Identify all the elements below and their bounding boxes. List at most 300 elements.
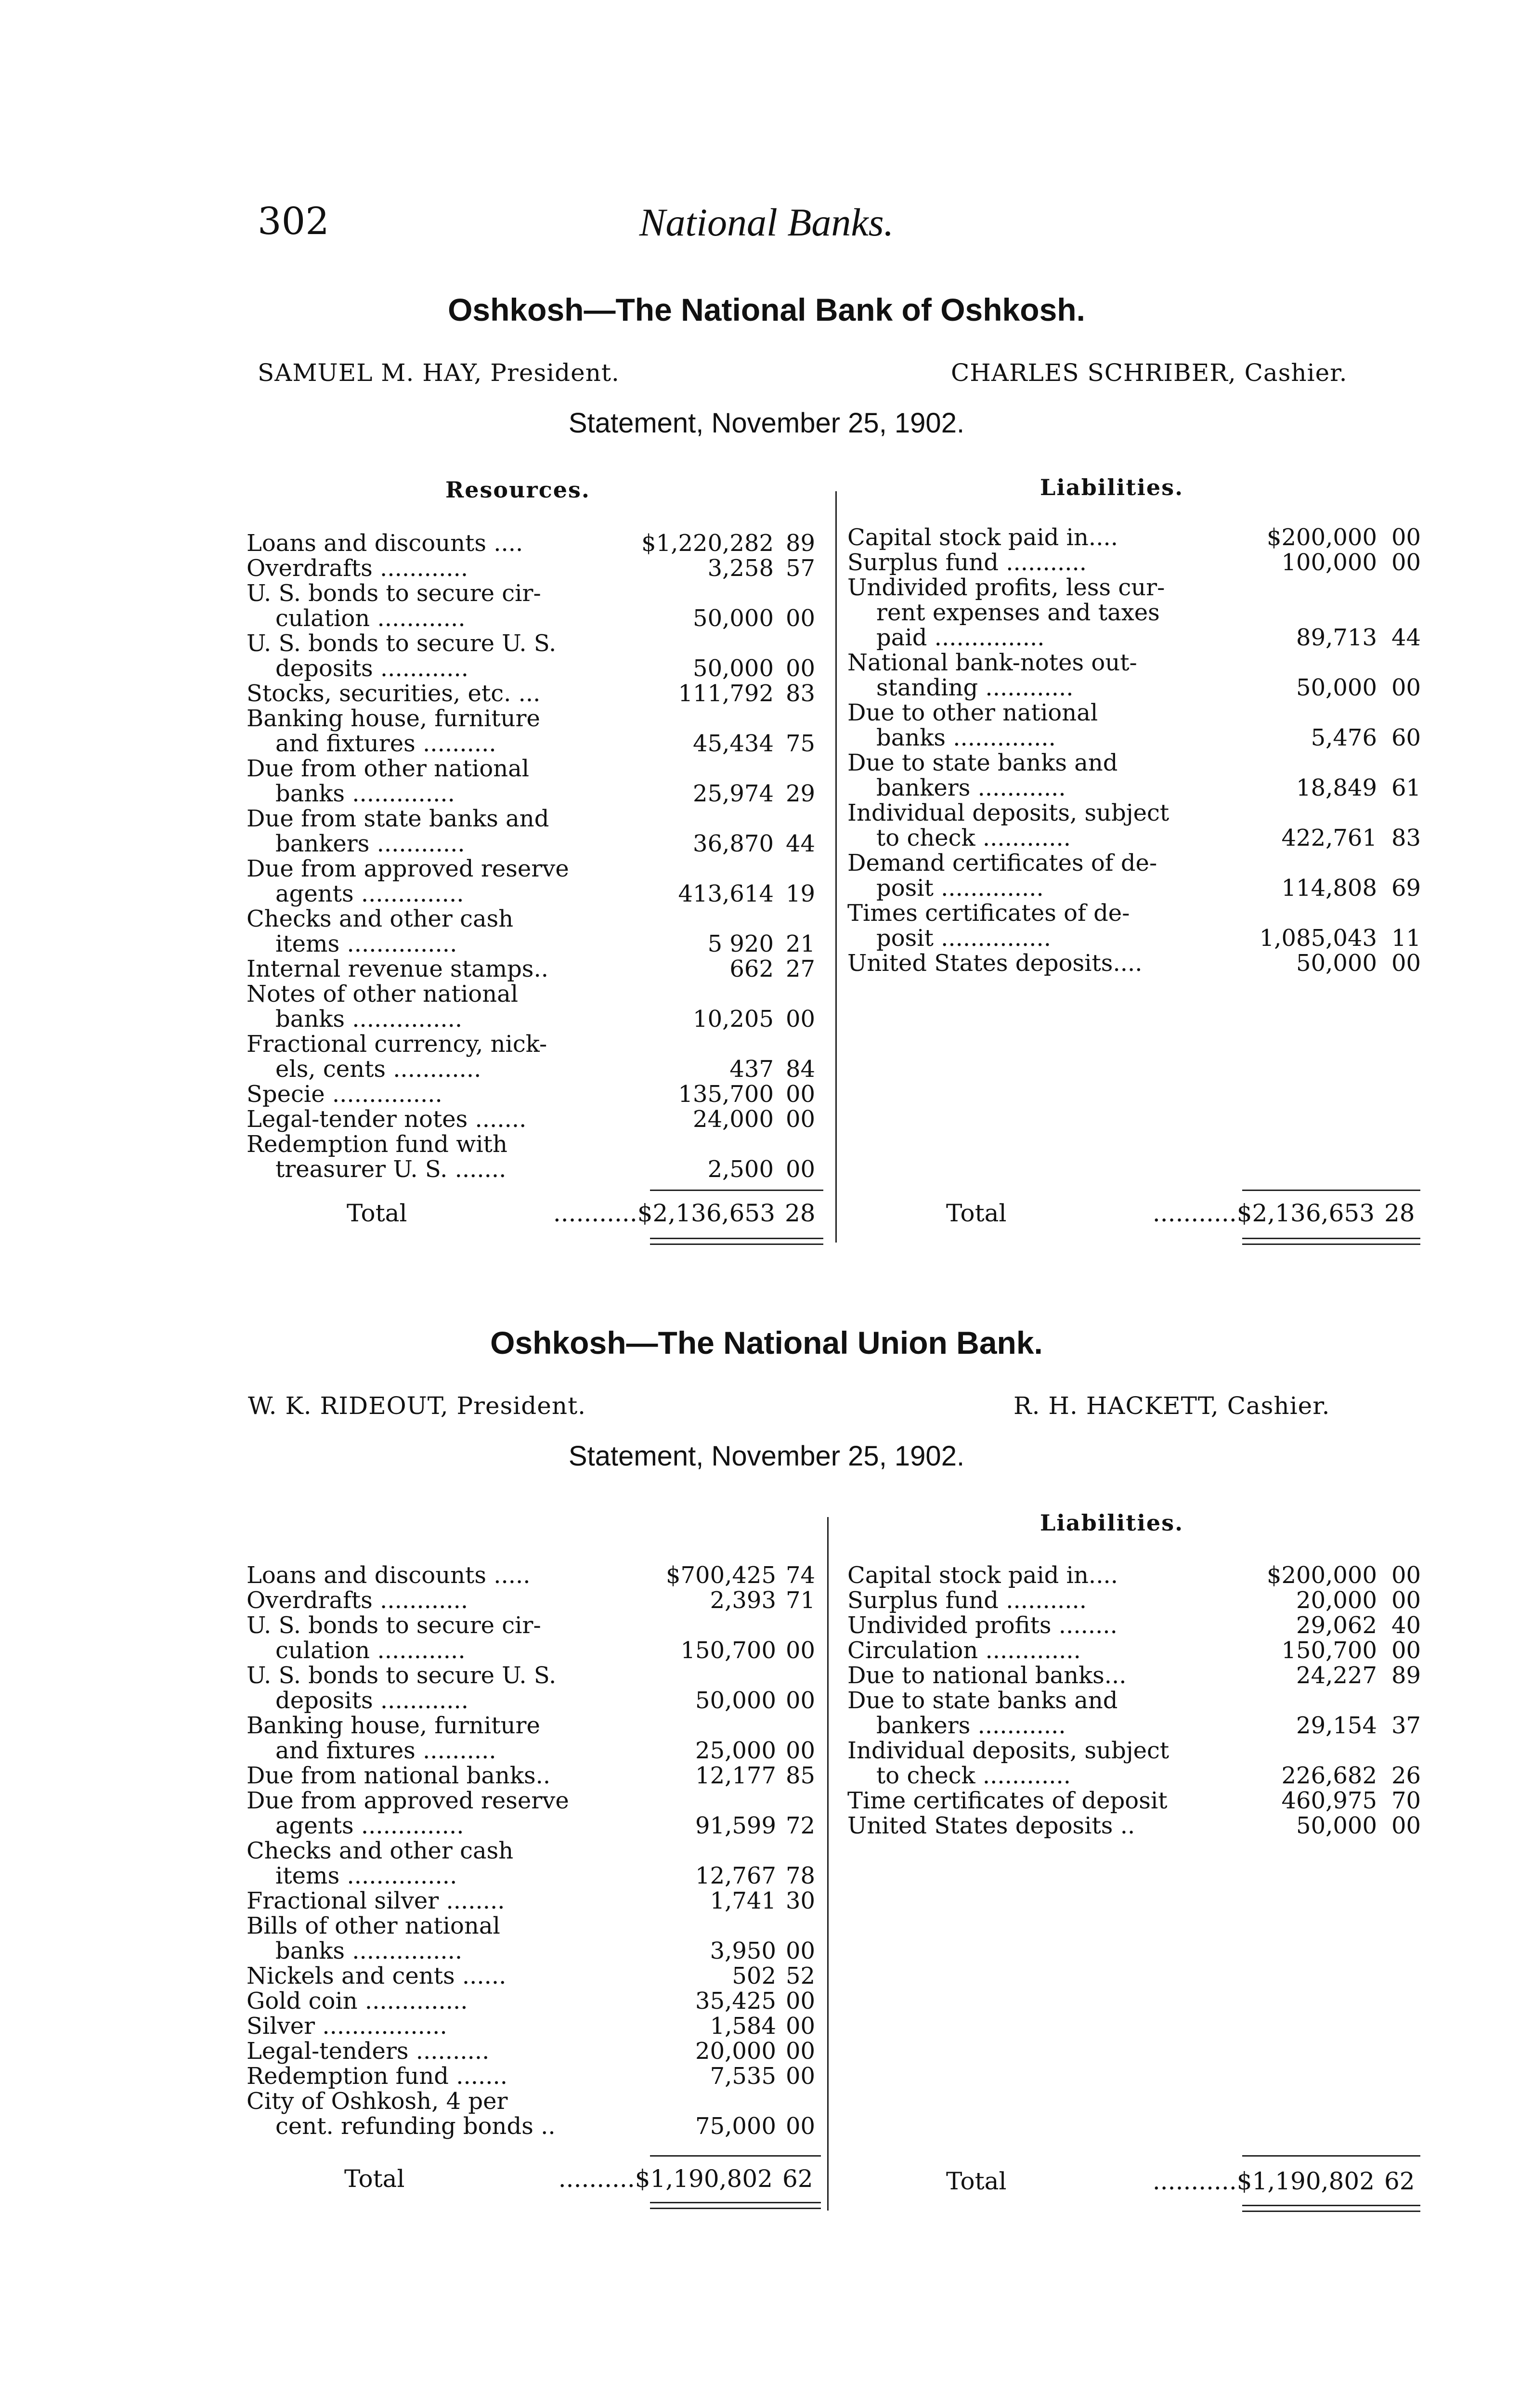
row-label: agents .............. bbox=[275, 880, 464, 907]
row-label: els, cents ............ bbox=[275, 1056, 481, 1083]
ledger-row bbox=[247, 1938, 819, 1963]
row-label: and fixtures .......... bbox=[275, 730, 496, 757]
row-label: Due from state banks and bbox=[247, 805, 549, 832]
row-cents: 00 bbox=[786, 655, 816, 682]
row-amount: 45,434 bbox=[693, 730, 774, 757]
row-label: paid ............... bbox=[876, 624, 1045, 651]
ledger-row bbox=[247, 1888, 819, 1913]
column-divider bbox=[827, 1517, 829, 2211]
ledger-row bbox=[247, 1057, 824, 1082]
row-cents: 00 bbox=[1391, 524, 1421, 551]
row-label: Fractional currency, nick- bbox=[247, 1031, 547, 1058]
row-cents: 00 bbox=[786, 1637, 816, 1664]
row-label: Checks and other cash bbox=[247, 905, 514, 932]
ledger-row bbox=[247, 1688, 819, 1713]
row-amount: 36,870 bbox=[693, 830, 774, 857]
row-amount: 1,741 bbox=[710, 1887, 776, 1914]
resources-heading: Resources. bbox=[445, 477, 590, 503]
row-label: United States deposits.... bbox=[847, 950, 1143, 977]
row-amount: 24,227 bbox=[1296, 1662, 1377, 1689]
ledger-row bbox=[847, 1788, 1425, 1813]
ledger-row bbox=[247, 756, 824, 781]
row-label: Surplus fund ........... bbox=[847, 549, 1087, 576]
row-label: bankers ............ bbox=[876, 1712, 1066, 1739]
ledger-row bbox=[247, 606, 824, 631]
ledger-row bbox=[847, 901, 1425, 926]
ledger-row bbox=[247, 556, 824, 581]
ledger-row bbox=[847, 1688, 1425, 1713]
ledger-row bbox=[247, 731, 824, 756]
ledger-row bbox=[247, 856, 824, 881]
row-label: to check ............ bbox=[876, 824, 1071, 851]
ledger-row bbox=[247, 2064, 819, 2089]
row-label: Banking house, furniture bbox=[247, 705, 540, 732]
row-label: Due to national banks... bbox=[847, 1662, 1127, 1689]
row-label: Time certificates of deposit bbox=[847, 1787, 1168, 1814]
row-label: Due from approved reserve bbox=[247, 1787, 569, 1814]
row-cents: 00 bbox=[786, 1006, 816, 1033]
ledger-row bbox=[847, 951, 1425, 976]
row-label: posit .............. bbox=[876, 875, 1044, 902]
total-cents: 28 bbox=[1384, 1199, 1415, 1227]
row-cents: 00 bbox=[786, 1106, 816, 1133]
row-label: Capital stock paid in.... bbox=[847, 524, 1118, 551]
total-label: Total bbox=[344, 2165, 405, 2193]
ledger-row bbox=[247, 1563, 819, 1588]
ledger-row bbox=[247, 1989, 819, 2014]
ledger-row bbox=[247, 1107, 824, 1132]
ledger-row bbox=[847, 1738, 1425, 1763]
resources-total bbox=[344, 2165, 821, 2192]
ledger-row bbox=[247, 1963, 819, 1989]
row-label: Overdrafts ............ bbox=[247, 1587, 468, 1614]
row-cents: 00 bbox=[1391, 549, 1421, 576]
ledger-row bbox=[247, 531, 824, 556]
row-amount: $200,000 bbox=[1266, 1562, 1377, 1589]
row-amount: 75,000 bbox=[695, 2113, 776, 2140]
ledger-row bbox=[847, 1713, 1425, 1738]
row-amount: 1,584 bbox=[710, 2013, 776, 2040]
row-label: Loans and discounts ..... bbox=[247, 1562, 531, 1589]
row-label: National bank-notes out- bbox=[847, 649, 1137, 676]
total-rule bbox=[1242, 2155, 1420, 2157]
row-amount: 100,000 bbox=[1281, 549, 1377, 576]
row-cents: 00 bbox=[1391, 1562, 1421, 1589]
row-amount: 150,700 bbox=[680, 1637, 776, 1664]
ledger-row bbox=[247, 581, 824, 606]
total-label: Total bbox=[347, 1199, 407, 1227]
row-label: Undivided profits, less cur- bbox=[847, 574, 1165, 601]
ledger-row bbox=[247, 1663, 819, 1688]
ledger-row bbox=[847, 851, 1425, 876]
running-title: National Banks. bbox=[639, 200, 894, 244]
row-amount: 89,713 bbox=[1296, 624, 1377, 651]
row-label: and fixtures .......... bbox=[275, 1737, 496, 1764]
row-label: Circulation ............. bbox=[847, 1637, 1081, 1664]
row-cents: 83 bbox=[1391, 824, 1421, 851]
row-label: Due to state banks and bbox=[847, 1687, 1118, 1714]
ledger-row bbox=[247, 881, 824, 906]
ledger-row bbox=[847, 600, 1425, 625]
row-label: Due from other national bbox=[247, 755, 530, 782]
row-label: standing ............ bbox=[876, 674, 1074, 701]
double-rule bbox=[1242, 1243, 1420, 1245]
row-amount: 29,154 bbox=[1296, 1712, 1377, 1739]
row-label: Loans and discounts .... bbox=[247, 530, 523, 557]
row-label: Capital stock paid in.... bbox=[847, 1562, 1118, 1589]
row-amount: 7,535 bbox=[710, 2063, 776, 2090]
row-cents: 57 bbox=[786, 555, 816, 582]
row-label: Internal revenue stamps.. bbox=[247, 955, 548, 982]
row-amount: 3,950 bbox=[710, 1937, 776, 1964]
row-amount: 12,177 bbox=[695, 1762, 776, 1789]
row-cents: 37 bbox=[1391, 1712, 1421, 1739]
cashier-name: CHARLES SCHRIBER, Cashier. bbox=[951, 359, 1348, 387]
total-label: Total bbox=[946, 2167, 1007, 2195]
ledger-row bbox=[247, 1738, 819, 1763]
row-label: Nickels and cents ...... bbox=[247, 1963, 507, 1989]
row-amount: 5,476 bbox=[1311, 724, 1377, 751]
ledger-row bbox=[847, 926, 1425, 951]
ledger-row bbox=[247, 806, 824, 831]
row-label: to check ............ bbox=[876, 1762, 1071, 1789]
double-rule bbox=[650, 2202, 821, 2203]
row-cents: 00 bbox=[786, 1737, 816, 1764]
row-label: banks ............... bbox=[275, 1937, 463, 1964]
total-label: Total bbox=[946, 1199, 1007, 1227]
ledger-row bbox=[247, 706, 824, 731]
row-amount: 2,500 bbox=[707, 1156, 774, 1183]
statement-date: Statement, November 25, 1902. bbox=[568, 407, 965, 439]
row-label: items ............... bbox=[275, 930, 457, 957]
row-cents: 69 bbox=[1391, 875, 1421, 902]
total-rule bbox=[650, 1190, 823, 1191]
row-amount: $200,000 bbox=[1266, 524, 1377, 551]
row-label: treasurer U. S. ....... bbox=[275, 1156, 507, 1183]
row-amount: 25,000 bbox=[695, 1737, 776, 1764]
ledger-row bbox=[247, 1132, 824, 1157]
ledger-row bbox=[247, 2089, 819, 2114]
ledger-row bbox=[247, 1838, 819, 1863]
row-amount: 10,205 bbox=[693, 1006, 774, 1033]
ledger-row bbox=[847, 550, 1425, 575]
row-amount: 502 bbox=[732, 1963, 776, 1989]
row-amount: 460,975 bbox=[1281, 1787, 1377, 1814]
row-label: United States deposits .. bbox=[847, 1812, 1135, 1839]
row-cents: 78 bbox=[786, 1862, 816, 1889]
row-label: items ............... bbox=[275, 1862, 457, 1889]
ledger-row bbox=[247, 2014, 819, 2039]
total-rule bbox=[1242, 1190, 1420, 1191]
liabilities-list bbox=[847, 525, 1425, 976]
row-amount: 114,808 bbox=[1281, 875, 1377, 902]
row-amount: 18,849 bbox=[1296, 774, 1377, 801]
ledger-row bbox=[247, 831, 824, 856]
row-cents: 60 bbox=[1391, 724, 1421, 751]
row-cents: 52 bbox=[786, 1963, 816, 1989]
ledger-row bbox=[847, 725, 1425, 750]
row-label: Overdrafts ............ bbox=[247, 555, 468, 582]
ledger-row bbox=[847, 625, 1425, 650]
row-amount: 437 bbox=[729, 1056, 774, 1083]
president-name: SAMUEL M. HAY, President. bbox=[258, 359, 620, 387]
row-amount: 50,000 bbox=[1296, 1812, 1377, 1839]
double-rule bbox=[650, 1243, 823, 1245]
row-cents: 84 bbox=[786, 1056, 816, 1083]
row-amount: 35,425 bbox=[695, 1988, 776, 2015]
row-amount: 135,700 bbox=[678, 1081, 774, 1108]
row-amount: 1,085,043 bbox=[1259, 925, 1377, 952]
row-amount: 111,792 bbox=[678, 680, 774, 707]
double-rule bbox=[1242, 2211, 1420, 2212]
row-label: U. S. bonds to secure cir- bbox=[247, 580, 541, 607]
statement-date: Statement, November 25, 1902. bbox=[568, 1440, 965, 1472]
row-label: Stocks, securities, etc. ... bbox=[247, 680, 541, 707]
row-amount: 5 920 bbox=[707, 930, 774, 957]
total-cents: 62 bbox=[1384, 2167, 1415, 2195]
total-amount: ..........$1,190,802 bbox=[558, 2165, 773, 2193]
ledger-row bbox=[847, 700, 1425, 725]
ledger-row bbox=[247, 1813, 819, 1838]
row-amount: 226,682 bbox=[1281, 1762, 1377, 1789]
president-name: W. K. RIDEOUT, President. bbox=[248, 1392, 586, 1420]
row-label: Individual deposits, subject bbox=[847, 1737, 1169, 1764]
ledger-row bbox=[847, 775, 1425, 800]
row-label: Gold coin .............. bbox=[247, 1988, 468, 2015]
row-label: Silver ................. bbox=[247, 2013, 447, 2040]
row-label: City of Oshkosh, 4 per bbox=[247, 2088, 508, 2115]
ledger-row bbox=[847, 825, 1425, 851]
ledger-row bbox=[247, 631, 824, 656]
total-rule bbox=[650, 2155, 821, 2157]
total-amount: ...........$2,136,653 bbox=[1152, 1199, 1375, 1227]
ledger-row bbox=[247, 1763, 819, 1788]
double-rule bbox=[650, 1238, 823, 1239]
row-label: bankers ............ bbox=[876, 774, 1066, 801]
ledger-row bbox=[847, 1813, 1425, 1838]
row-amount: $700,425 bbox=[665, 1562, 776, 1589]
liabilities-total bbox=[946, 2167, 1423, 2194]
row-amount: 24,000 bbox=[693, 1106, 774, 1133]
row-amount: 50,000 bbox=[695, 1687, 776, 1714]
ledger-row bbox=[247, 2039, 819, 2064]
ledger-row bbox=[247, 982, 824, 1007]
ledger-row bbox=[847, 575, 1425, 600]
row-label: cent. refunding bonds .. bbox=[275, 2113, 556, 2140]
row-label: Due from national banks.. bbox=[247, 1762, 551, 1789]
row-label: rent expenses and taxes bbox=[876, 599, 1160, 626]
row-label: Redemption fund ....... bbox=[247, 2063, 508, 2090]
row-amount: 150,700 bbox=[1281, 1637, 1377, 1664]
row-cents: 00 bbox=[786, 1687, 816, 1714]
row-cents: 00 bbox=[1391, 950, 1421, 977]
row-amount: 3,258 bbox=[707, 555, 774, 582]
double-rule bbox=[1242, 1238, 1420, 1239]
row-label: Demand certificates of de- bbox=[847, 850, 1157, 877]
ledger-row bbox=[247, 656, 824, 681]
row-cents: 00 bbox=[1391, 1587, 1421, 1614]
row-label: Notes of other national bbox=[247, 981, 519, 1008]
row-label: Checks and other cash bbox=[247, 1837, 514, 1864]
row-label: Redemption fund with bbox=[247, 1131, 507, 1158]
ledger-row bbox=[847, 876, 1425, 901]
liabilities-list bbox=[847, 1563, 1425, 1838]
row-cents: 89 bbox=[1391, 1662, 1421, 1689]
row-amount: 422,761 bbox=[1281, 824, 1377, 851]
resources-total bbox=[347, 1199, 823, 1226]
row-cents: 00 bbox=[1391, 674, 1421, 701]
ledger-row bbox=[247, 931, 824, 956]
row-cents: 30 bbox=[786, 1887, 816, 1914]
row-cents: 11 bbox=[1391, 925, 1421, 952]
row-amount: 662 bbox=[729, 955, 774, 982]
row-cents: 00 bbox=[786, 1081, 816, 1108]
row-amount: 20,000 bbox=[695, 2038, 776, 2065]
row-amount: 25,974 bbox=[693, 780, 774, 807]
row-label: agents .............. bbox=[275, 1812, 464, 1839]
row-label: deposits ............ bbox=[275, 655, 469, 682]
row-cents: 21 bbox=[786, 930, 816, 957]
row-amount: 50,000 bbox=[693, 605, 774, 632]
ledger-row bbox=[247, 1613, 819, 1638]
ledger-row bbox=[847, 525, 1425, 550]
row-cents: 19 bbox=[786, 880, 816, 907]
row-cents: 00 bbox=[786, 1937, 816, 1964]
ledger-row bbox=[847, 1663, 1425, 1688]
row-cents: 00 bbox=[786, 1156, 816, 1183]
bank-title: Oshkosh—The National Union Bank. bbox=[490, 1325, 1043, 1361]
ledger-row bbox=[847, 1763, 1425, 1788]
row-cents: 00 bbox=[1391, 1812, 1421, 1839]
row-cents: 00 bbox=[1391, 1637, 1421, 1664]
ledger-row bbox=[247, 956, 824, 982]
ledger-row bbox=[247, 1713, 819, 1738]
ledger-row bbox=[247, 2114, 819, 2139]
ledger-row bbox=[847, 1588, 1425, 1613]
double-rule bbox=[1242, 2205, 1420, 2206]
row-label: Surplus fund ........... bbox=[847, 1587, 1087, 1614]
ledger-row bbox=[247, 1788, 819, 1813]
ledger-row bbox=[847, 1563, 1425, 1588]
row-cents: 85 bbox=[786, 1762, 816, 1789]
page-number: 302 bbox=[258, 200, 329, 243]
row-label: banks .............. bbox=[876, 724, 1056, 751]
column-divider bbox=[835, 491, 837, 1243]
row-cents: 00 bbox=[786, 605, 816, 632]
row-cents: 27 bbox=[786, 955, 816, 982]
row-label: culation ............ bbox=[275, 605, 466, 632]
row-cents: 00 bbox=[786, 2013, 816, 2040]
row-label: posit ............... bbox=[876, 925, 1052, 952]
row-amount: 50,000 bbox=[693, 655, 774, 682]
ledger-row bbox=[247, 1638, 819, 1663]
total-amount: ...........$1,190,802 bbox=[1152, 2167, 1375, 2195]
total-cents: 28 bbox=[785, 1199, 816, 1227]
ledger-row bbox=[847, 750, 1425, 775]
row-label: Fractional silver ........ bbox=[247, 1887, 505, 1914]
ledger-row bbox=[247, 1032, 824, 1057]
row-label: Legal-tenders .......... bbox=[247, 2038, 490, 2065]
row-amount: $1,220,282 bbox=[641, 530, 774, 557]
row-cents: 44 bbox=[786, 830, 816, 857]
ledger-row bbox=[247, 906, 824, 931]
row-cents: 74 bbox=[786, 1562, 816, 1589]
bank-title: Oshkosh—The National Bank of Oshkosh. bbox=[448, 292, 1085, 327]
row-label: Specie ............... bbox=[247, 1081, 442, 1108]
double-rule bbox=[650, 2208, 821, 2209]
ledger-row bbox=[247, 681, 824, 706]
cashier-name: R. H. HACKETT, Cashier. bbox=[1013, 1392, 1330, 1420]
row-cents: 70 bbox=[1391, 1787, 1421, 1814]
ledger-row bbox=[247, 1082, 824, 1107]
row-label: Due to state banks and bbox=[847, 749, 1118, 776]
row-cents: 29 bbox=[786, 780, 816, 807]
ledger-row bbox=[247, 1588, 819, 1613]
row-cents: 44 bbox=[1391, 624, 1421, 651]
row-label: Due to other national bbox=[847, 699, 1098, 726]
ledger-row bbox=[247, 1913, 819, 1938]
row-label: Banking house, furniture bbox=[247, 1712, 540, 1739]
row-amount: 12,767 bbox=[695, 1862, 776, 1889]
row-label: Due from approved reserve bbox=[247, 855, 569, 882]
resources-list bbox=[247, 1563, 819, 2139]
ledger-row bbox=[847, 1638, 1425, 1663]
ledger-row bbox=[247, 781, 824, 806]
row-label: U. S. bonds to secure U. S. bbox=[247, 1662, 557, 1689]
row-label: banks ............... bbox=[275, 1006, 463, 1033]
row-cents: 40 bbox=[1391, 1612, 1421, 1639]
resources-list bbox=[247, 531, 824, 1182]
ledger-row bbox=[847, 800, 1425, 825]
row-label: culation ............ bbox=[275, 1637, 466, 1664]
row-label: bankers ............ bbox=[275, 830, 465, 857]
row-label: Bills of other national bbox=[247, 1912, 500, 1939]
row-cents: 00 bbox=[786, 2113, 816, 2140]
row-cents: 71 bbox=[786, 1587, 816, 1614]
liabilities-heading: Liabilities. bbox=[1040, 474, 1184, 500]
row-cents: 00 bbox=[786, 1988, 816, 2015]
row-cents: 72 bbox=[786, 1812, 816, 1839]
row-amount: 91,599 bbox=[695, 1812, 776, 1839]
row-label: Times certificates of de- bbox=[847, 900, 1130, 927]
ledger-row bbox=[847, 1613, 1425, 1638]
row-amount: 50,000 bbox=[1296, 674, 1377, 701]
row-label: deposits ............ bbox=[275, 1687, 469, 1714]
liabilities-total bbox=[946, 1199, 1423, 1226]
total-amount: ...........$2,136,653 bbox=[553, 1199, 775, 1227]
ledger-row bbox=[247, 1863, 819, 1888]
row-cents: 83 bbox=[786, 680, 816, 707]
row-label: banks .............. bbox=[275, 780, 455, 807]
row-amount: 413,614 bbox=[678, 880, 774, 907]
row-cents: 89 bbox=[786, 530, 816, 557]
row-cents: 26 bbox=[1391, 1762, 1421, 1789]
row-label: Individual deposits, subject bbox=[847, 799, 1169, 826]
row-amount: 20,000 bbox=[1296, 1587, 1377, 1614]
liabilities-heading: Liabilities. bbox=[1040, 1510, 1184, 1536]
row-cents: 00 bbox=[786, 2038, 816, 2065]
row-cents: 00 bbox=[786, 2063, 816, 2090]
row-label: U. S. bonds to secure cir- bbox=[247, 1612, 541, 1639]
ledger-row bbox=[247, 1157, 824, 1182]
row-label: U. S. bonds to secure U. S. bbox=[247, 630, 557, 657]
row-cents: 75 bbox=[786, 730, 816, 757]
ledger-row bbox=[247, 1007, 824, 1032]
row-amount: 50,000 bbox=[1296, 950, 1377, 977]
row-amount: 29,062 bbox=[1296, 1612, 1377, 1639]
row-label: Undivided profits ........ bbox=[847, 1612, 1117, 1639]
ledger-row bbox=[847, 675, 1425, 700]
